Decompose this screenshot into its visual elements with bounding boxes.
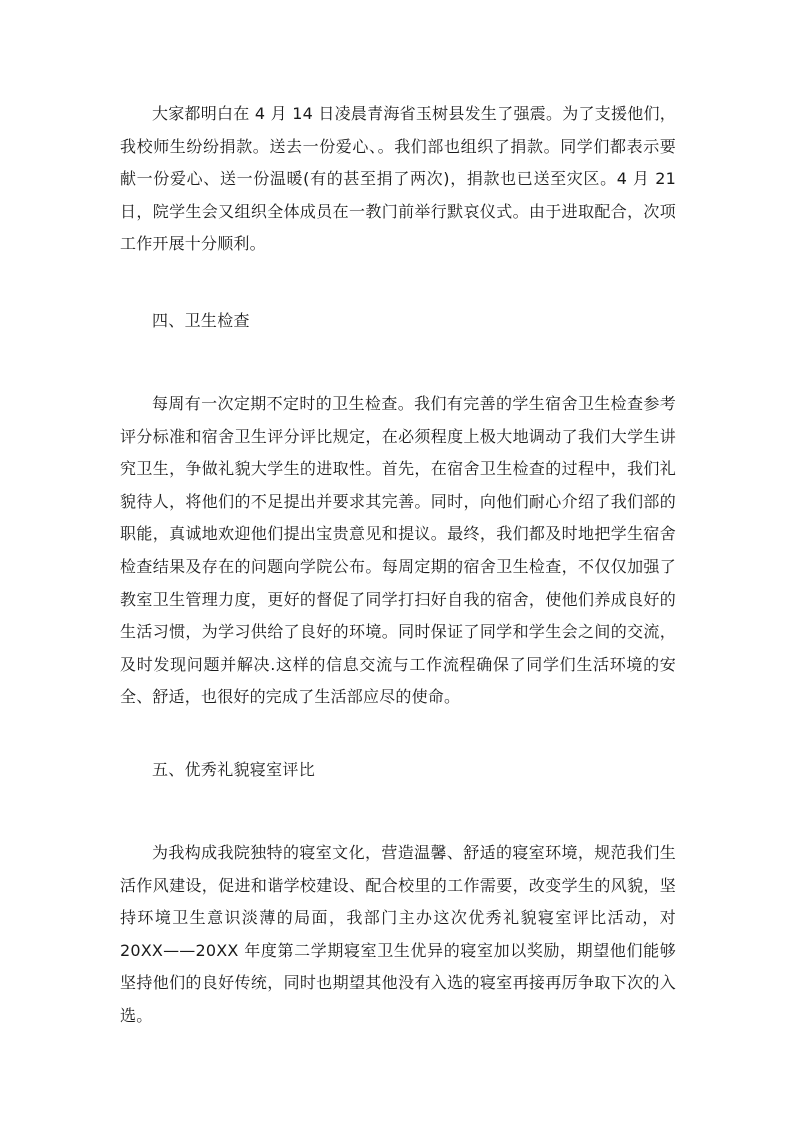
paragraph-dorm-evaluation: 为我构成我院独特的寝室文化，营造温馨、舒适的寝室环境，规范我们生活作风建设，促进和谐学校建设、配合校里的工作需要，改变学生的风貌，坚持环境卫生意识淡薄的局面，我部门主办这次优秀礼貌寝室评比活动，对20XX——20XX 年度第二学期寝室卫生优异的寝室加以奖励，期望他们能够坚持他们的良好传统，同时也期望其他没有入选的寝室再接再厉争取下次的入选。	[120, 843, 676, 1025]
paragraph-earthquake-donation: 大家都明白在 4 月 14 日凌晨青海省玉树县发生了强震。为了支援他们，我校师生纷纷捐款。送去一份爱心、。我们部也组织了捐款。同学们都表示要献一份爱心、送一份温暖(有的甚至捐了两次)，捐款也已送至灾区。4 月 21 日，院学生会又组织全体成员在一教门前举行默哀仪式。由于进取配合，次项工作开展十分顺利。	[120, 104, 676, 254]
paragraph-hygiene-inspection: 每周有一次定期不定时的卫生检查。我们有完善的学生宿舍卫生检查参考评分标准和宿舍卫生评分评比规定，在必须程度上极大地调动了我们大学生讲究卫生，争做礼貌大学生的进取性。首先，在宿舍卫生检查的过程中，我们礼貌待人，将他们的不足提出并要求其完善。同时，向他们耐心介绍了我们部的职能，真诚地欢迎他们提出宝贵意见和提议。最终，我们都及时地把学生宿舍检查结果及存在的问题向学院公布。每周定期的宿舍卫生检查，不仅仅加强了教室卫生管理力度，更好的督促了同学打扫好自我的宿舍，使他们养成良好的生活习惯，为学习供给了良好的环境。同时保证了同学和学生会之间的交流，及时发现问题并解决.这样的信息交流与工作流程确保了同学们生活环境的安全、舒适，也很好的完成了生活部应尽的使命。	[120, 394, 676, 707]
section-heading-dorm-evaluation: 五、优秀礼貌寝室评比	[152, 760, 316, 779]
section-heading-hygiene-inspection: 四、卫生检查	[152, 311, 250, 330]
